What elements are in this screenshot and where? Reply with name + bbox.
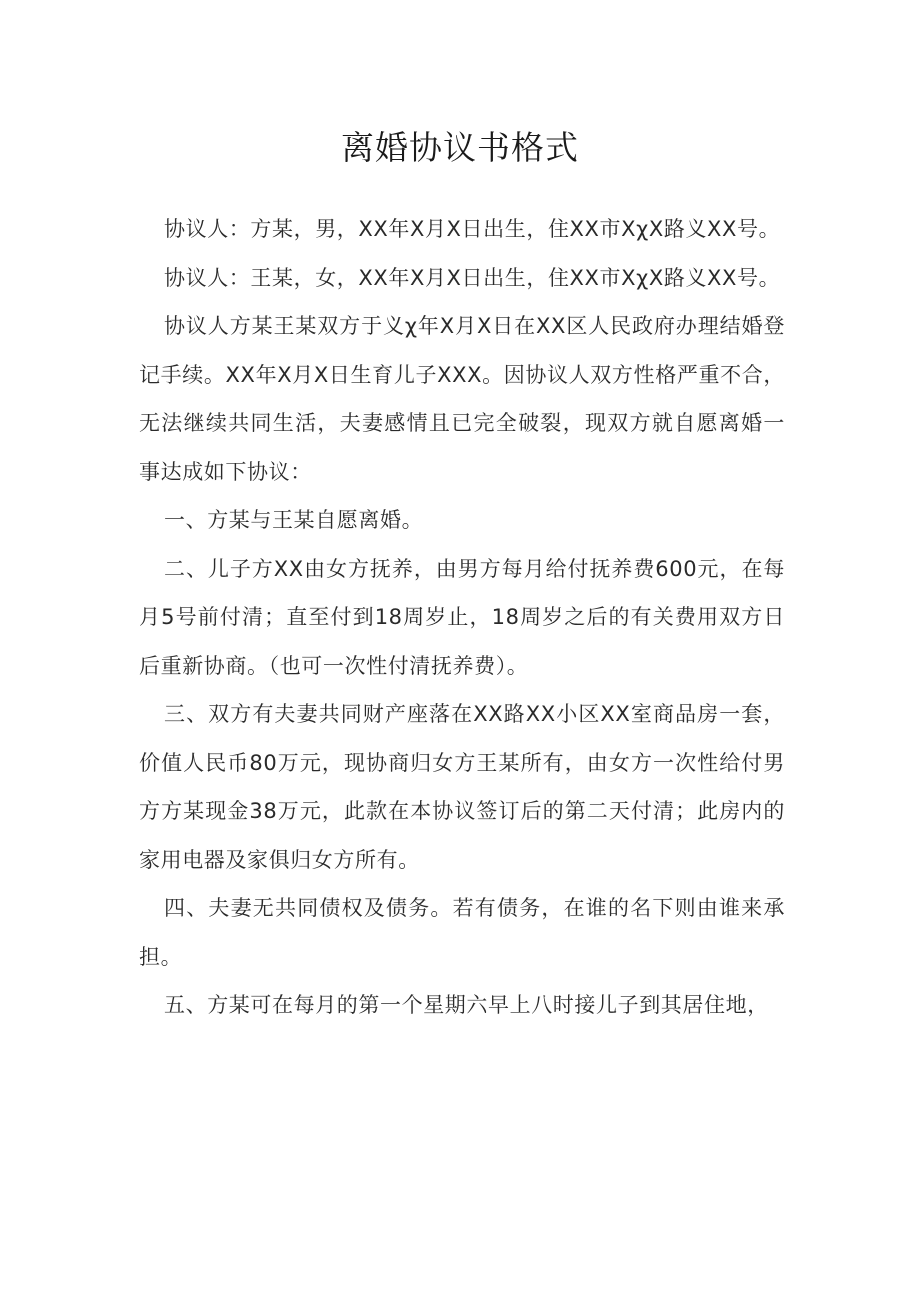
paragraph-party-wang: 协议人：王某，女，XX年X月X日出生，住XX市XχX路义XX号。 bbox=[164, 265, 781, 290]
paragraph-party-fang: 协议人：方某，男，XX年X月X日出生，住XX市XχX路义XX号。 bbox=[164, 217, 781, 241]
paragraph-background: 协议人方某王某双方于义χ年X月X日在XX区人民政府办理结婚登记手续。XX年X月X日生育儿子XXX。因协议人双方性格严重不合，无法继续共同生活，夫妻感情且已完全破裂，现双方就自愿离婚一事达成如下协议： bbox=[139, 314, 785, 484]
paragraph-clause-3: 三、双方有夫妻共同财产座落在XX路XX小区XX室商品房一套，价值人民币80万元，现协商归女方王某所有，由女方一次性给付男方方某现金38万元，此款在本协议签订后的第二天付清；此房内的家用电器及家俱归女方所有。 bbox=[139, 702, 785, 872]
paragraph-clause-2: 二、儿子方XX由女方抚养，由男方每月给付抚养费600元，在每月5号前付清；直至付到18周岁止，18周岁之后的有关费用双方日后重新协商。（也可一次性付清抚养费）。 bbox=[139, 556, 785, 678]
paragraph-clause-5: 五、方某可在每月的第一个星期六早上八时接儿子到其居住地， bbox=[164, 993, 769, 1017]
paragraph-clause-1: 一、方某与王某自愿离婚。 bbox=[164, 508, 424, 532]
paragraph-clause-4: 四、夫妻无共同债权及债务。若有债务，在谁的名下则由谁来承担。 bbox=[139, 896, 785, 969]
document-body bbox=[139, 205, 785, 1030]
document-title: 离婚协议书格式 bbox=[341, 128, 579, 167]
